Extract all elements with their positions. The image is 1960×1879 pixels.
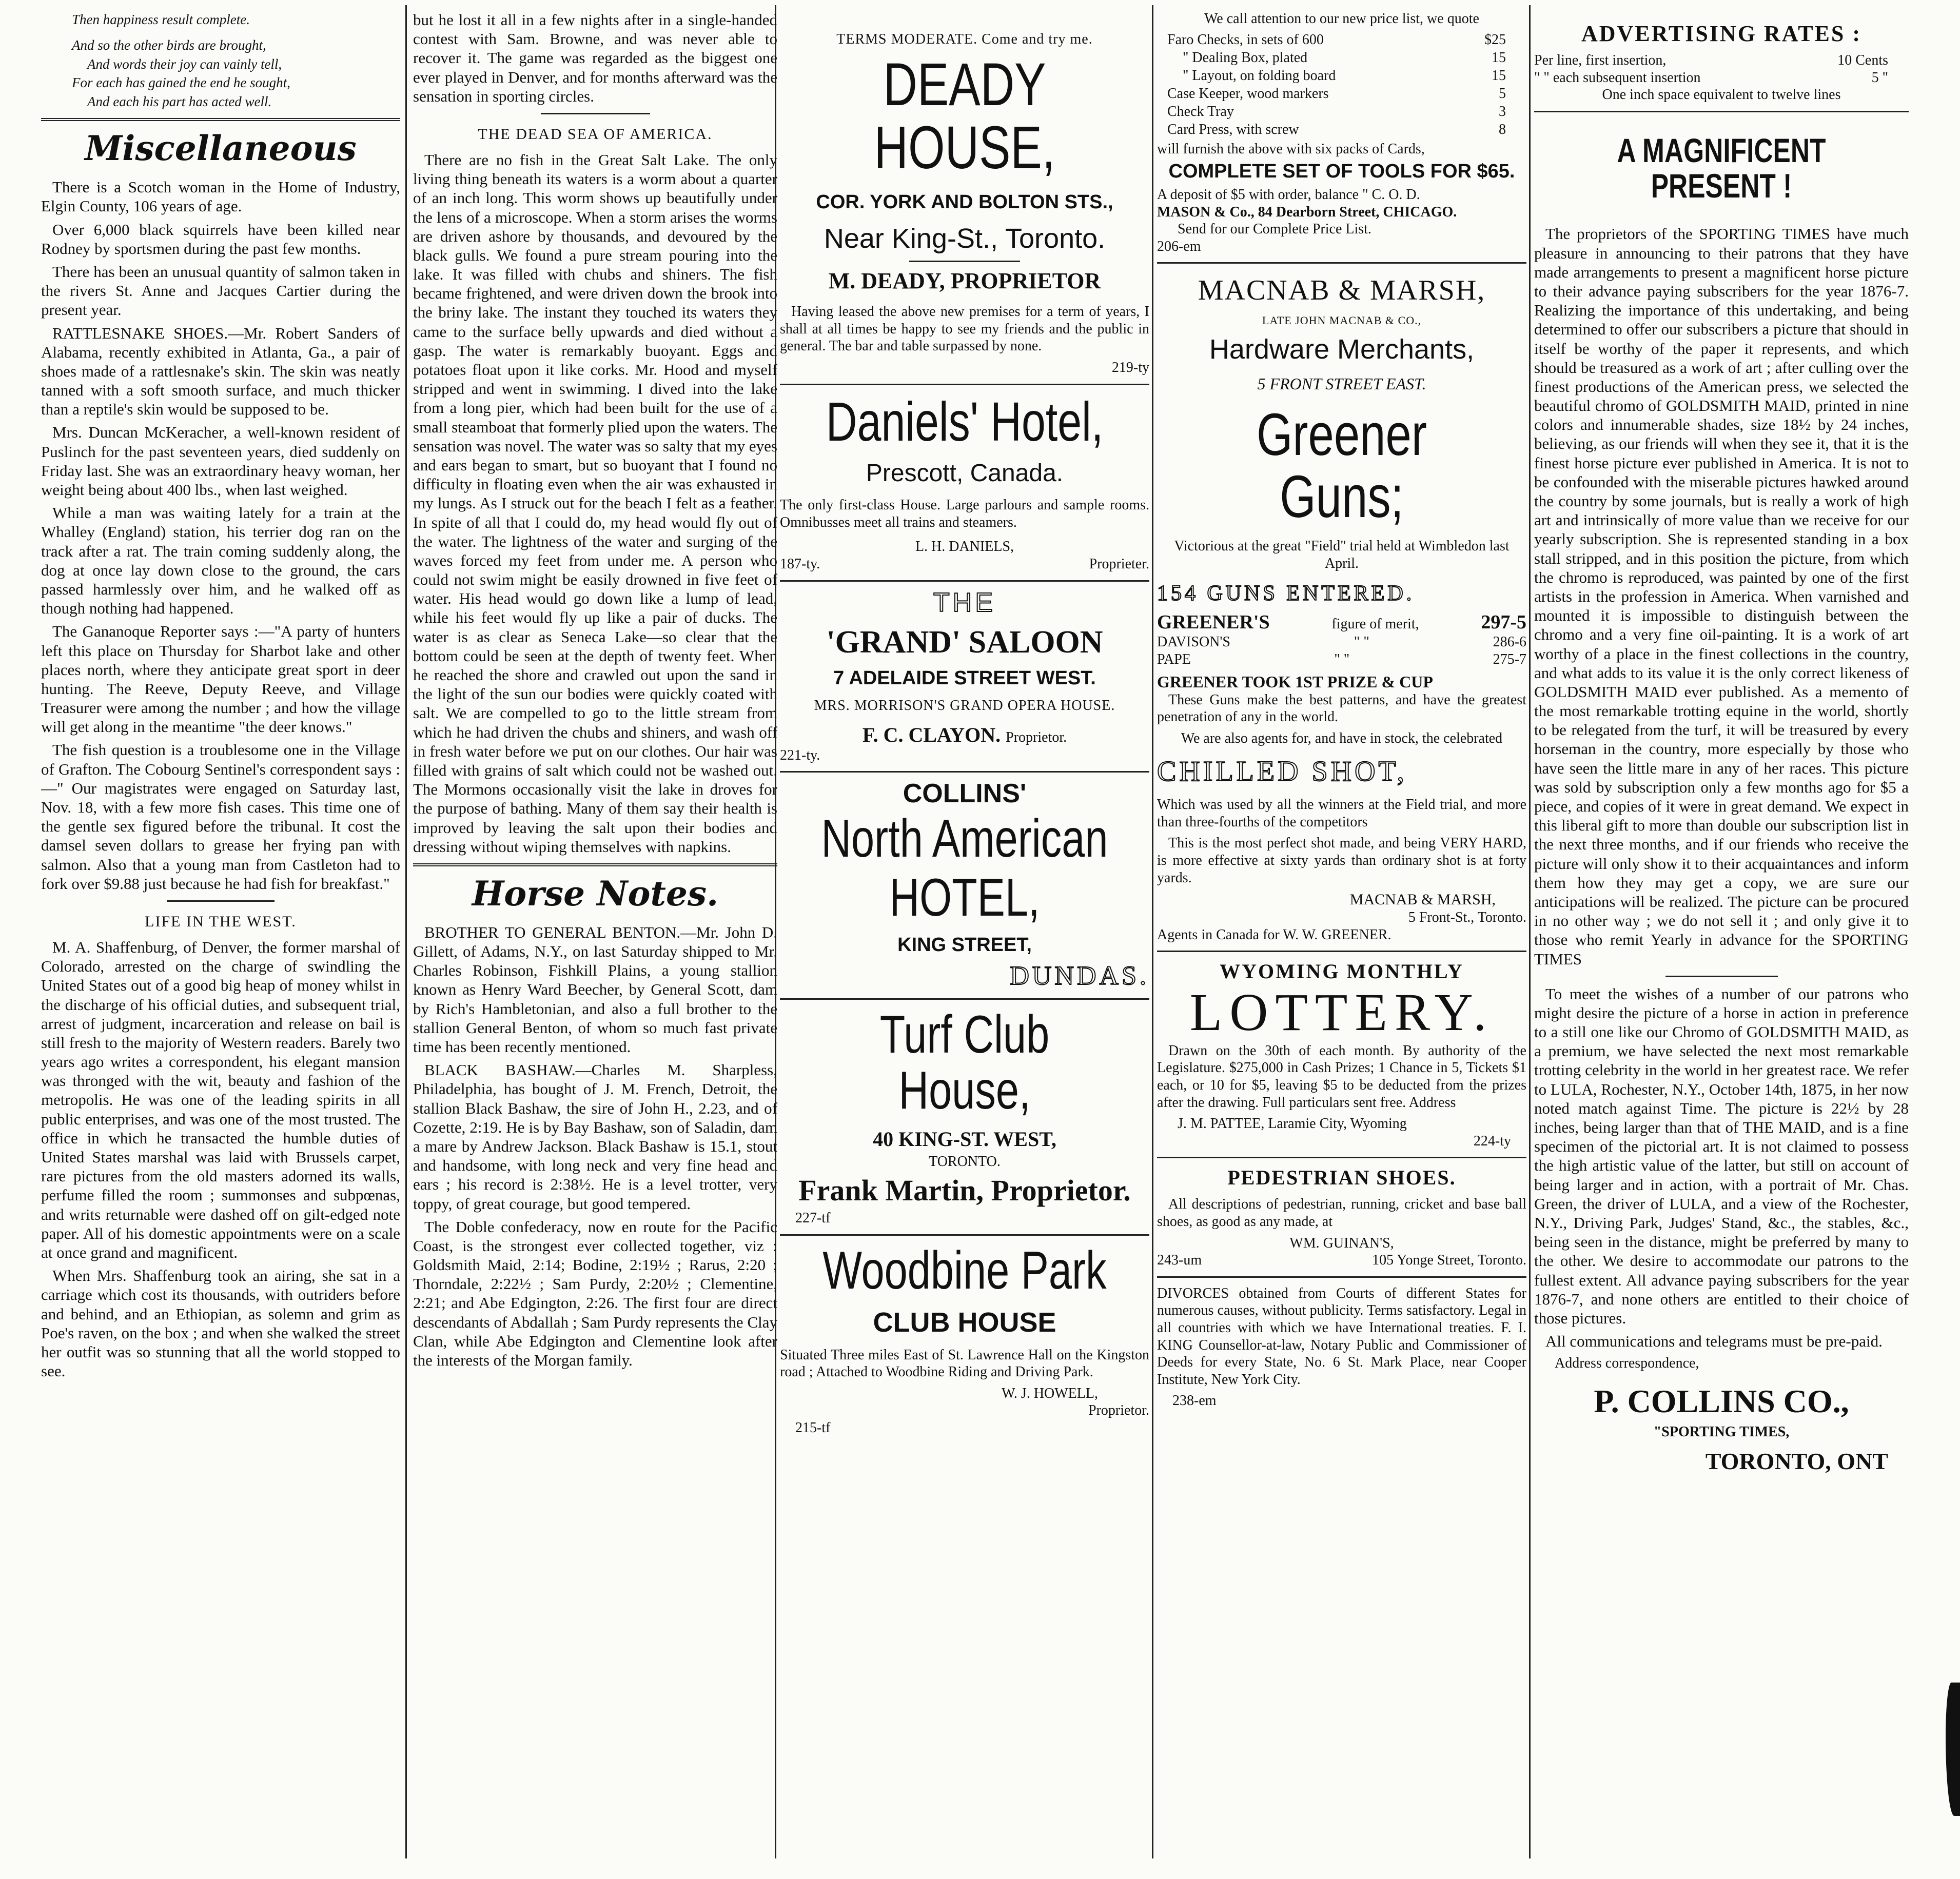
ad-body: This is the most perfect shot made, and being VERY HARD, is more effective at sixty yards than ordinary shot is at forty yards. [1157, 835, 1526, 886]
ink-blot [1946, 1683, 1960, 1816]
ad-rule [780, 998, 1149, 1000]
ad-body: We are also agents for, and have in stock, the celebrated [1181, 730, 1503, 746]
price-row: Check Tray 3 [1167, 103, 1506, 120]
ad-body: The only first-class House. Large parlours and sample rooms. Omnibusses meet all trains and steamers. [780, 497, 1149, 530]
section-rule [413, 863, 777, 866]
ad-owner: L. H. DANIELS, [915, 539, 1014, 555]
column-3 [780, 10, 1149, 1848]
mason-line: MASON & Co., 84 Dearborn Street, CHICAGO. [1157, 204, 1457, 220]
turf-club-title: Turf Club House, [879, 1005, 1050, 1121]
column-rule [1152, 5, 1153, 1858]
saloon-sub: MRS. MORRISON'S GRAND OPERA HOUSE. [814, 698, 1115, 714]
article-paragraph: BLACK BASHAW.—Charles M. Sharpless, Philadelphia, has bought of J. M. French, Detroit, the stallion Black Bashaw, the sire of John H., 2.23, and of Cozette, 2:19. He is by Bay Bashaw, son of Saladin, dam a mare by Andrew Jackson. Black Bashaw is 15.1, stout and handsome, with long neck and very fine head and ears ; his record is 2:38½. He is a level trotter, very toppy, of great courage, but good tempered. [413, 1061, 777, 1213]
greener-guns-title: Greener Guns; [1257, 401, 1427, 530]
article-paragraph: There has been an unusual quantity of salmon taken in the rivers St. Anne and Jacques Cartier during the present year. [41, 262, 400, 319]
advertising-rates-title: ADVERTISING RATES : [1581, 21, 1862, 46]
guns-entered: 154 GUNS ENTERED. [1157, 582, 1415, 606]
price-row: Faro Checks, in sets of 600 $25 [1167, 31, 1506, 48]
article-paragraph: The fish question is a troublesome one in the Village of Grafton. The Cobourg Sentinel's correspondent says :—" Our magistrates were engaged on Saturday last, Nov. 18, with a few more fish cases. This time one of the gentle sex figured before the tribunal. It cost the damsel seven dollars to grease her frying pan with salmon. Also that a young man from Castleton had to fork over $9.88 just because he had fish for breakfast." [41, 741, 400, 893]
ad-number: 215-tf [795, 1420, 831, 1436]
poem-line: Then happiness result complete. [72, 12, 250, 27]
ad-footer [780, 723, 1149, 747]
macnab-trade: Hardware Merchants, [1209, 333, 1475, 365]
saloon-the: THE [933, 587, 996, 618]
section-rule [909, 261, 1020, 262]
ad-rule [1157, 1157, 1526, 1158]
ad-body: Which was used by all the winners at the Field trial, and more than three-fourths of the competitors [1157, 797, 1526, 830]
article-paragraph: Mrs. Duncan McKeracher, a well-known resident of Puslinch for the past seventeen years, died suddenly on Friday last. She was an extraordinary heavy woman, her weight being about 400 lbs., when last weighed. [41, 423, 400, 499]
rate-row: Per line, first insertion, 10 Cents [1534, 52, 1888, 68]
result-row: PAPE " " 275-7 [1157, 651, 1526, 667]
ad-footer [1157, 1252, 1526, 1269]
turf-proprietor: Frank Martin, Proprietor. [798, 1174, 1131, 1208]
greener-victor: Victorious at the great "Field" trial held at Wimbledon last April. [1174, 538, 1510, 571]
ad-number: 221-ty. [780, 747, 820, 763]
city-name: TORONTO, ONT [1705, 1448, 1888, 1475]
turf-city: TORONTO. [929, 1153, 1001, 1170]
article-paragraph: but he lost it all in a few nights after in a single-handed contest with Sam. Browne, and was never able to recover it. The game was regarded as the biggest one ever played in Denver, and for months afterward was the sensation in sporting circles. [413, 11, 777, 105]
ad-role: Proprietor. [1006, 729, 1067, 745]
life-in-the-west-heading: LIFE IN THE WEST. [145, 913, 297, 930]
poem-line: And so the other birds are brought, [72, 37, 266, 53]
rate-row: " " each subsequent insertion 5 " [1534, 69, 1888, 86]
paper-name: "SPORTING TIMES, [1653, 1423, 1790, 1440]
poem-line: And each his part has acted well. [87, 93, 272, 109]
greener-prize: GREENER TOOK 1ST PRIZE & CUP [1157, 672, 1433, 691]
dead-sea-heading: THE DEAD SEA OF AMERICA. [478, 125, 713, 143]
poem [72, 10, 400, 111]
price-intro: We call attention to our new price list, we quote [1204, 11, 1479, 27]
column-5 [1534, 10, 1909, 1848]
ad-body: All descriptions of pedestrian, running, cricket and base ball shoes, as good as any made, at [1157, 1196, 1526, 1230]
deady-proprietor: M. DEADY, PROPRIETOR [828, 268, 1101, 293]
ad-rule [780, 1234, 1149, 1236]
ad-role: Proprieter. [1089, 556, 1149, 572]
ad-sign: J. M. PATTEE, Laramie City, Wyoming [1178, 1116, 1407, 1132]
company-name: P. COLLINS CO., [1594, 1382, 1849, 1419]
article-paragraph: When Mrs. Shaffenburg took an airing, she sat in a carriage which cost its thousands, with outriders before and behind, and an Ethiopian, as solemn and grim as Poe's raven, on the box ; and when she walked the street her outfit was so stunning that all the world stopped to see. [41, 1267, 400, 1380]
article-paragraph: BROTHER TO GENERAL BENTON.—Mr. John D. Gillett, of Adams, N.Y., on last Saturday shipped to Mr. Charles Robinson, Fishkill Plains, a young stallion known as Henry Ward Beecher, by General Scott, dam by Rich's Hambletonian, and also a full brother to the stallion General Benton, of whom so much fast private time has been recently mentioned. [413, 923, 777, 1056]
daniels-place: Prescott, Canada. [866, 459, 1064, 487]
price-row: " Layout, on folding board 15 [1183, 67, 1506, 84]
collins-street: KING STREET, [897, 934, 1032, 956]
woodbine-title: Woodbine Park [822, 1240, 1107, 1300]
furnish-line: will furnish the above with six packs of Cards, [1157, 141, 1425, 157]
tools-line: COMPLETE SET OF TOOLS FOR $65. [1168, 161, 1515, 183]
article-paragraph: The Doble confederacy, now en route for the Pacific Coast, is the strongest ever collected together, viz : Goldsmith Maid, 2:14; Bodine, 2:19½ ; Rarus, 2:20 ; Thorndale, 2:22½ ; Sam Purdy, 2:20½ ; Clementine, 2:21; and Abe Edgington, 2:26. The first four are direct descendants of Abdallah ; Sam Purdy represents the Clay Clan, while Abe Edgington and Clementine look after the interests of the Morgan family. [413, 1217, 777, 1369]
column-rule [405, 5, 407, 1858]
ad-body: DIVORCES obtained from Courts of different States for numerous causes, without publicity. Terms satisfactory. Legal in all countries with which we have International treaties. F. I. KING Counsellor-at-law, Notary Public and Commissioner of Deeds for every State, No. 6 St. Mark Place, near Cooper Institute, New York City. [1157, 1285, 1526, 1388]
column-1 [41, 10, 400, 1848]
miscellaneous-heading: Miscellaneous [85, 128, 357, 169]
article-paragraph: M. A. Shaffenburg, of Denver, the former marshal of Colorado, arrested on the charge of swindling the United States out of a good big heap of money whilst in the discharge of his official duties, and subsequent trial, arrest of judgment, incarceration and release on bail is still fresh to the majority of Western readers. Barely two years ago writes a correspondent, his elegant mansion was thronged with the wit, beauty and fashion of the metropolis. He was one of the leading spirits in all public enterprises, and was one of the most trusted. The office in which he transacted the humble duties of United States marshal was laid with Brussels carpet, rare pictures from the old masters adorned its walls, perfume filled the room ; summonses and subpœnas, and writs returnable were dashed off on gilt-edged note paper. All of his domestic appointments were on a scale at once grand and magnificent. [41, 938, 400, 1261]
address-label: Address correspondence, [1555, 1355, 1699, 1372]
present-title: A MAGNIFICENT PRESENT ! [1617, 131, 1826, 205]
article-paragraph: There is a Scotch woman in the Home of Industry, Elgin County, 106 years of age. [41, 178, 400, 215]
article-paragraph: There are no fish in the Great Salt Lake. The only living thing beneath its waters is a worm about a quarter of an inch long. This worm shows up beautifully under the lens of a microscope. When a storm arises the worms are driven ashore by thousands, and devoured by the black gulls. We found a pure stream pouring into the lake. It was filled with chubs and shiners. The fish became frightened, and were driven down the brook into the briny lake. The instant they touched its waters they came to the surface belly upwards and died without a gasp. The water is remarkably buoyant. Eggs and potatoes float upon it like corks. Mr. Hood and myself stripped and went in swimming. I dived into the lake from a long pier, which had been built for the use of a small steamboat that formerly plied upon the waters. The sensation was novel. The water was so salty that my eyes and ears began to smart, but so buoyant that I found no difficulty in floating even when the air was exhausted in my lungs. As I struck out for the beach I felt as a feather. In spite of all that I could do, my head would fly out of the water. The lightness of the water and surging of the waves forced my feet from under me. A person who could not swim might be easily drowned in five feet of water. His head would go down like a lump of lead, while his feet would fly up like a pair of ducks. The water is as clear as Seneca Lake—so clear that the bottom could be seen at the depth of twenty feet. When he reached the shore and crawled out upon the sand in the light of the sun our bodies were quickly coated with salt. We are compelled to go to the little stream from which he had driven the chubs and shiners, and wash off in fresh water before we put on our clothes. Our hair was filled with grains of salt which could not be washed out. The Mormons occasionally visit the lake in droves for the purpose of bathing. Many of them say their health is improved by leaving the salt upon their bodies and dressing without wiping themselves with napkins. [413, 150, 777, 856]
north-american-title: North American [821, 809, 1108, 869]
grand-saloon-title: 'GRAND' SALOON [826, 625, 1103, 660]
price-row: " Dealing Box, plated 15 [1183, 49, 1506, 66]
ad-number: 206-em [1157, 238, 1201, 254]
article-paragraph: RATTLESNAKE SHOES.—Mr. Robert Sanders of Alabama, recently exhibited in Atlanta, Ga., a pair of shoes made of a rattlesnake's skin. The skin was neatly tanned with a soft smooth surface, and much thicker than a reptile's skin would be supposed to be. [41, 324, 400, 419]
ad-rule [1157, 262, 1526, 264]
terms-line: TERMS MODERATE. Come and try me. [836, 31, 1093, 47]
price-list [1167, 31, 1506, 139]
ad-footer [780, 556, 1149, 573]
ad-number: 219-ty [1111, 359, 1149, 375]
macnab-title: MACNAB & MARSH, [1198, 274, 1486, 307]
deady-address: COR. YORK AND BOLTON STS., [816, 191, 1113, 213]
deady-house-title: DEADY HOUSE, [874, 50, 1055, 182]
ad-body: Drawn on the 30th of each month. By authority of the Legislature. $275,000 in Cash Prizes; 1 Chance in 5, Tickets $1 each, or 10 for $5, leaving $5 to be deducted from the prizes after the drawing. Full particulars sent free. Address [1157, 1042, 1526, 1111]
ad-number: 238-em [1172, 1393, 1217, 1409]
ad-rule [1157, 1276, 1526, 1278]
article-paragraph: The Gananoque Reporter says :—"A party of hunters left this place on Thursday for Sharbot lake and other places north, where they anticipate great sport in deer hunting. The Reeve, Deputy Reeve, and Village Treasurer were among the number ; and how the village will get along in the meantime "the deer knows." [41, 622, 400, 736]
article-paragraph: While a man was waiting lately for a train at the Whalley (England) station, his terrier dog ran on the track after a rat. The train coming suddenly along, the dog at once lay down close to the ground, the cars passed harmlessly over him, and he walked off as though nothing had happened. [41, 504, 400, 618]
article-paragraph: All communications and telegrams must be pre-paid. [1545, 1332, 1883, 1351]
ad-owner: W. J. HOWELL, [1002, 1385, 1098, 1401]
saloon-address: 7 ADELAIDE STREET WEST. [833, 667, 1096, 689]
ad-agents-canada: Agents in Canada for W. W. GREENER. [1157, 926, 1391, 943]
rate-note: One inch space equivalent to twelve lines [1602, 87, 1841, 103]
article-paragraph: Over 6,000 black squirrels have been killed near Rodney by sportsmen during the past few months. [41, 220, 400, 258]
chilled-shot: CHILLED SHOT, [1157, 756, 1407, 788]
turf-address: 40 KING-ST. WEST, [873, 1127, 1056, 1151]
collins-title: COLLINS' [903, 779, 1027, 809]
price-row: Case Keeper, wood markers 5 [1167, 85, 1506, 102]
woodbine-sub: CLUB HOUSE [873, 1307, 1056, 1338]
ad-rule [1534, 111, 1909, 112]
ad-rule [780, 771, 1149, 773]
collins-town: DUNDAS. [1010, 961, 1149, 991]
horse-notes-heading: Horse Notes. [472, 873, 719, 914]
ad-owner: F. C. CLAYON. [862, 723, 1001, 746]
section-rule [1665, 976, 1778, 977]
ad-address: 105 Yonge Street, Toronto. [1372, 1252, 1526, 1269]
result-row: GREENER'S figure of merit, 297-5 [1157, 611, 1526, 634]
ad-number: 227-tf [795, 1210, 831, 1227]
poem-line: For each has gained the end he sought, [72, 75, 290, 91]
pedestrian-title: PEDESTRIAN SHOES. [1227, 1166, 1456, 1190]
ad-body: Having leased the above new premises for a term of years, I shall at all times be happy to see my friends and the public in general. The bar and table surpassed by none. [780, 304, 1149, 354]
hotel-title: HOTEL, [889, 868, 1040, 928]
ad-number: 187-ty. [780, 556, 820, 572]
lottery-title: LOTTERY. [1189, 983, 1494, 1042]
lottery-head: WYOMING MONTHLY [1220, 960, 1464, 983]
column-4 [1157, 10, 1526, 1848]
send-line: Send for our Complete Price List. [1178, 221, 1371, 238]
deady-near: Near King-St., Toronto. [824, 223, 1106, 254]
ad-role: Proprietor. [1088, 1402, 1149, 1419]
result-row: DAVISON'S " " 286-6 [1157, 634, 1526, 650]
ad-body: These Guns make the best patterns, and have the greatest penetration of any in the world. [1157, 691, 1526, 725]
article-paragraph: To meet the wishes of a number of our patrons who might desire the picture of a horse in action in preference to a still one like our Chromo of GOLDSMITH MAID, as a premium, we have selected the next most remarkable trotting celebrity in the world in her greatest race. We refer to LULA, Rochester, N.Y., October 14th, 1875, in her now noted match against Time. The picture is 22½ by 28 inches, being larger than that of THE MAID, and is a fine specimen of the pictorial art. It is not claimed to possess the high artistic value of the latter, but still on account of being larger and in action, with a portrait of Mr. Chas. Green, the driver of LULA, and a view of the Rochester, N.Y., Driving Park, Judges' Stand, &c., the stables, &c., being seen in the distance, might be preferred by many to the other. We desire to accommodate our patrons to the fullest extent. All advance paying subscribers for the year 1876-7, and none others are entitled to their choice of those pictures. [1534, 984, 1909, 1327]
column-rule [1529, 5, 1531, 1858]
ad-number: 224-ty [1473, 1133, 1511, 1149]
poem-line: And words their joy can vainly tell, [87, 56, 282, 72]
ad-rule [1157, 951, 1526, 952]
section-rule [167, 900, 275, 902]
price-row: Card Press, with screw 8 [1167, 121, 1506, 137]
column-2 [413, 10, 777, 1848]
ad-owner: WM. GUINAN'S, [1289, 1235, 1394, 1251]
macnab-address: 5 FRONT STREET EAST. [1257, 374, 1426, 393]
deposit-line: A deposit of $5 with order, balance " C. O. D. [1157, 187, 1420, 203]
section-rule [541, 113, 650, 114]
macnab-late: LATE JOHN MACNAB & CO., [1262, 314, 1422, 327]
ad-rule [780, 580, 1149, 582]
ad-rule [780, 384, 1149, 385]
ad-number: 243-um [1157, 1252, 1202, 1269]
ad-body: Situated Three miles East of St. Lawrence Hall on the Kingston road ; Attached to Woodbine Riding and Driving Park. [780, 1347, 1149, 1380]
article-paragraph: The proprietors of the SPORTING TIMES have much pleasure in announcing to their patrons that they have made arrangements to present a magnificent horse picture to their advance paying subscribers for the year 1876-7. Realizing the importance of this undertaking, and being determined to offer our subscribers a picture that should in itself be worthy of the paper it represents, and which should be treasured as a work of art ; after culling over the finest productions of the American press, we selected the beautiful chromo of GOLDSMITH MAID, printed in nine colors and innumerable shades, size 18½ by 24 inches, believing, as our friends will when they see it, that it is the finest horse picture ever published in America. It is not to be confounded with the miserable pictures hawked around the country by some journals, but is really a work of high art and intrinsically of more value than we receive for our yearly subscription. She is represented standing in a box stall stripped, and in this position the picture, from which the chromo is reproduced, was painted by one of the first artists in the profession in America. When varnished and mounted it is impossible to distinguish between the chromo and a very fine oil-painting. It is a work of art worthy of a place in the finest collections in the country, and what adds to its value it is the only correct likeness of GOLDSMITH MAID ever published. As a memento of the most remarkable trotting equine in the world, shortly to be relegated from the turf, it will be treasured by every horseman in the country, more especially by those who have seen the little mare in any of her races. This picture was sold by subscription only a few months ago for $5 a piece, and copies of it were in great demand. We expect in this liberal gift to more than double our subscription list in the next three months, and if our friends who receive the picture will only show it to their acquaintances and inform them how they may get a copy, we are sure our anticipations will be realized. The picture can be procured in no other way ; we do not sell it ; and only give it to those who remit Yearly in advance for the SPORTING TIMES [1534, 225, 1909, 968]
section-rule [41, 118, 400, 121]
ad-sign-address: 5 Front-St., Toronto. [1408, 909, 1526, 926]
ad-sign: MACNAB & MARSH, [1349, 891, 1496, 908]
daniels-hotel-title: Daniels' Hotel, [826, 390, 1104, 452]
